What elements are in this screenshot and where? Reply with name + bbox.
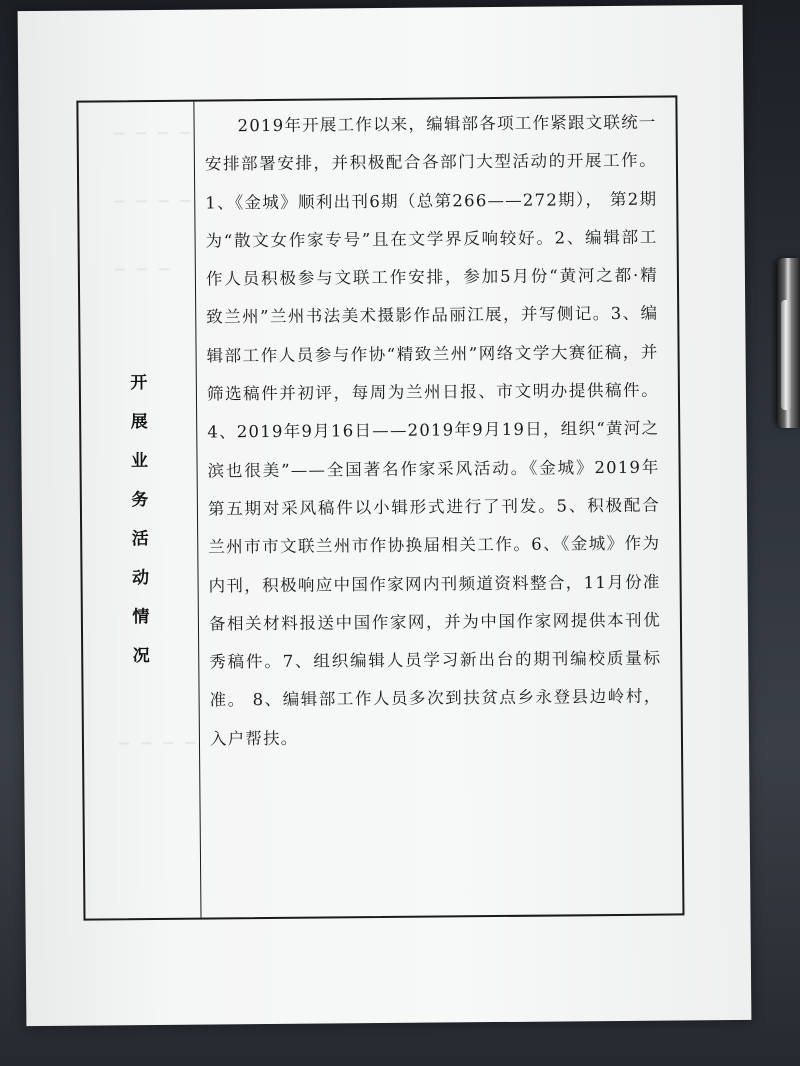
section-label-char: 业: [130, 451, 149, 472]
section-label-char: 情: [132, 607, 150, 628]
bleed-through-mark: ▁ ▁ ▁ ▁: [113, 119, 195, 136]
bleed-through-mark: ▁ ▁ ▁ ▁: [114, 187, 195, 204]
bleed-through-mark: ▁ ▁ ▁ ▁: [118, 729, 200, 746]
bleed-through-mark: ▁ ▁ ▁: [114, 255, 174, 272]
section-label-cell: [78, 102, 201, 919]
pen-clip: [781, 300, 791, 410]
activity-description-text: 2019年开展工作以来，编辑部各项工作紧跟文联统一安排部署安排，并积极配合各部门大型活动的开展工作。1、《金城》顺利出刊6期（总第266——272期）， 第2期为“散文女作家专号”且在文学界反响较好。2、编辑部工作人员积极参与文联工作安排，参加5月份“黄河之都·精致兰州”兰州书法美术摄影作品丽江展，并写侧记。3、编辑部工作人员参与作协“精致兰州”网络文学大赛征稿，并筛选稿件并初评，每周为兰州日报、市文明办提供稿件。4、2019年9月16日——2019年9月19日，组织“黄河之滨也很美”——全国著名作家采风活动。《金城》2019年第五期对采风稿件以小辑形式进行了刊发。5、积极配合兰州市市文联兰州市作协换届相关工作。6、《金城》作为内刊，积极响应中国作家网内刊频道资料整合，11月份准备相关材料报送中国作家网，并为中国作家网提供本刊优秀稿件。7、组织编辑人员学习新出台的期刊编校质量标准。 8、编辑部工作人员多次到扶贫点乡永登县边岭村，入户帮扶。: [204, 112, 662, 749]
section-label-char: 况: [132, 646, 150, 667]
section-label-char: 动: [131, 568, 150, 589]
section-label-char: 开: [130, 373, 148, 394]
section-label-char: 务: [131, 490, 149, 511]
activity-report-table: [76, 95, 684, 920]
section-label-char: 展: [130, 412, 148, 433]
section-label-char: 活: [131, 529, 149, 550]
section-label: [81, 364, 200, 677]
paper-sheet: [18, 5, 752, 1026]
